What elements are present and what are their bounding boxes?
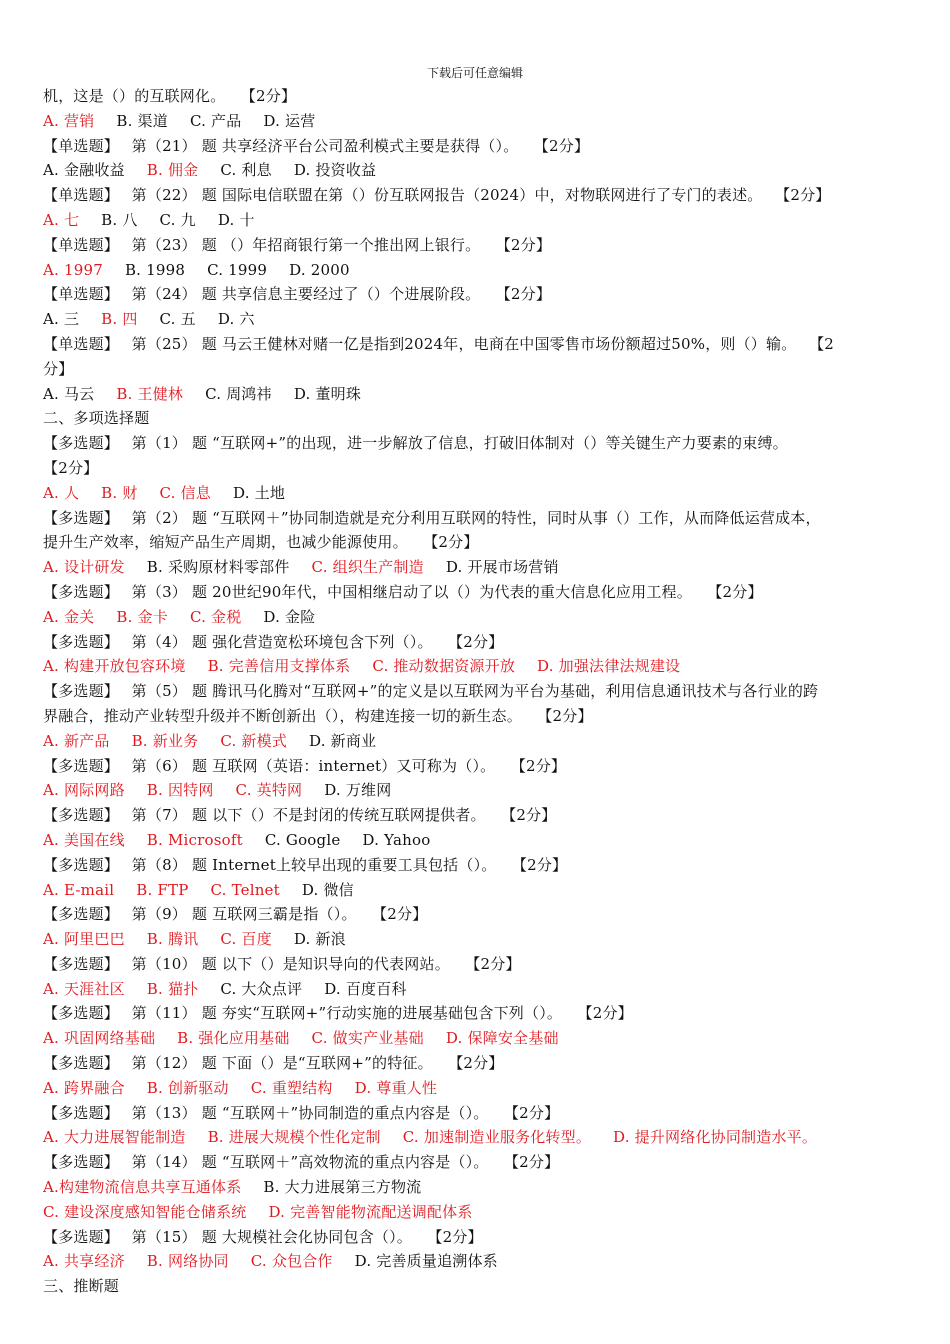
question-line bbox=[43, 357, 923, 382]
question-text: 【多选题】 第（7） 题 以下（）不是封闭的传统互联网提供者。 【2分】 bbox=[43, 806, 557, 825]
options-line bbox=[43, 258, 923, 283]
options-line bbox=[43, 382, 923, 407]
correct-option: C. 百度 bbox=[220, 930, 272, 949]
question-text: 【单选题】 第（23） 题 （）年招商银行第一个推出网上银行。 【2分】 bbox=[43, 235, 552, 254]
question-text: 【多选题】 第（2） 题 “互联网＋”协同制造就是充分利用互联网的特性，同时从事（）工作，从而降低运营成本， bbox=[43, 508, 821, 527]
correct-option: A. 构建开放包容环境 bbox=[43, 657, 186, 676]
correct-option: A. E-mail bbox=[43, 880, 115, 899]
correct-option: D. 提升网络化协同制造水平。 bbox=[613, 1128, 818, 1147]
question-text: 三、推断题 bbox=[43, 1277, 120, 1296]
option: D. 微信 bbox=[301, 880, 354, 899]
correct-option: B. 腾讯 bbox=[146, 930, 199, 949]
option: A. 金融收益 bbox=[43, 161, 125, 180]
correct-option: C. 建设深度感知智能仓储系统 bbox=[43, 1202, 247, 1221]
question-text: 提升生产效率，缩短产品生产周期，也减少能源使用。 【2分】 bbox=[43, 533, 479, 552]
option: C. 九 bbox=[159, 210, 196, 229]
correct-option: A. 美国在线 bbox=[43, 830, 125, 849]
options-line bbox=[43, 1249, 923, 1274]
correct-option: B. 完善信用支撑体系 bbox=[207, 657, 351, 676]
options-line bbox=[43, 1026, 923, 1051]
option: D. 2000 bbox=[289, 260, 350, 279]
correct-option: C. 金税 bbox=[189, 607, 242, 626]
correct-option: D. 加强法律法规建设 bbox=[537, 657, 681, 676]
question-text: 【多选题】 第（5） 题 腾讯马化腾对“互联网+”的定义是以互联网为平台为基础，利用信息通讯技术与各行业的跨 bbox=[43, 682, 819, 701]
options-line bbox=[43, 555, 923, 580]
options-line bbox=[43, 729, 923, 754]
question-line bbox=[43, 902, 923, 927]
question-line bbox=[43, 233, 923, 258]
correct-option: B. 四 bbox=[101, 310, 138, 329]
question-text: 【多选题】 第（13） 题 “互联网＋”协同制造的重点内容是（）。 【2分】 bbox=[43, 1103, 560, 1122]
question-line bbox=[43, 1274, 923, 1299]
question-text: 【多选题】 第（3） 题 20世纪90年代，中国相继启动了以（）为代表的重大信息化应用工程。 【2分】 bbox=[43, 582, 763, 601]
correct-option: C. 信息 bbox=[159, 483, 212, 502]
option: D. 董明珠 bbox=[293, 384, 362, 403]
correct-option: A. 跨界融合 bbox=[43, 1078, 125, 1097]
question-line bbox=[43, 1001, 923, 1026]
question-line bbox=[43, 853, 923, 878]
question-text: 【单选题】 第（24） 题 共享信息主要经过了（）个进展阶段。 【2分】 bbox=[43, 285, 552, 304]
question-line bbox=[43, 183, 923, 208]
correct-option: D. 尊重人性 bbox=[354, 1078, 438, 1097]
option: D. 运营 bbox=[263, 111, 316, 130]
option: B. 1998 bbox=[124, 260, 186, 279]
correct-option: B. 创新驱动 bbox=[146, 1078, 229, 1097]
question-line bbox=[43, 803, 923, 828]
option: C. 1999 bbox=[207, 260, 268, 279]
correct-option: A.构建物流信息共享互通体系 bbox=[43, 1178, 242, 1197]
option: D. 投资收益 bbox=[293, 161, 377, 180]
question-line bbox=[43, 754, 923, 779]
question-text: 【多选题】 第（8） 题 Internet上较早出现的重要工具包括（）。 【2分】 bbox=[43, 855, 568, 874]
question-line bbox=[43, 506, 923, 531]
options-line bbox=[43, 208, 923, 233]
correct-option: B. 财 bbox=[101, 483, 138, 502]
options-line bbox=[43, 654, 923, 679]
option: D. 土地 bbox=[233, 483, 286, 502]
options-line bbox=[43, 828, 923, 853]
correct-option: A. 巩固网络基础 bbox=[43, 1029, 156, 1048]
correct-option: B. 网络协同 bbox=[146, 1252, 229, 1271]
correct-option: B. Microsoft bbox=[146, 830, 243, 849]
options-line bbox=[43, 927, 923, 952]
question-line bbox=[43, 84, 923, 109]
option: D. 完善质量追溯体系 bbox=[354, 1252, 498, 1271]
option: C. 周鸿祎 bbox=[205, 384, 272, 403]
page-header: 下载后可任意编辑 bbox=[426, 66, 523, 80]
correct-option: A. 共享经济 bbox=[43, 1252, 125, 1271]
correct-option: D. 保障安全基础 bbox=[445, 1029, 559, 1048]
option: C. 利息 bbox=[220, 161, 272, 180]
question-line bbox=[43, 530, 923, 555]
correct-option: C. 英特网 bbox=[235, 781, 303, 800]
correct-option: B. 进展大规模个性化定制 bbox=[207, 1128, 381, 1147]
question-line bbox=[43, 134, 923, 159]
options-line bbox=[43, 778, 923, 803]
option: A. 三 bbox=[43, 310, 80, 329]
option: D. 六 bbox=[217, 310, 255, 329]
correct-option: A. 1997 bbox=[43, 260, 103, 279]
correct-option: A. 营销 bbox=[43, 111, 95, 130]
correct-option: B. 猫扑 bbox=[146, 979, 199, 998]
options-line bbox=[43, 1125, 923, 1150]
options-line bbox=[43, 481, 923, 506]
question-text: 【多选题】 第（4） 题 强化营造宽松环境包含下列（）。 【2分】 bbox=[43, 632, 504, 651]
correct-option: A. 天涯社区 bbox=[43, 979, 125, 998]
option: C. 大众点评 bbox=[220, 979, 303, 998]
option: D. 新浪 bbox=[293, 930, 346, 949]
question-line bbox=[43, 1225, 923, 1250]
question-text: 【多选题】 第（1） 题 “互联网+”的出现，进一步解放了信息，打破旧体制对（）等关键生产力要素的束缚。 bbox=[43, 434, 788, 453]
correct-option: A. 设计研发 bbox=[43, 558, 125, 577]
correct-option: C. 众包合作 bbox=[250, 1252, 333, 1271]
question-text: 【单选题】 第（21） 题 共享经济平台公司盈利模式主要是获得（）。 【2分】 bbox=[43, 136, 590, 155]
option: D. 开展市场营销 bbox=[445, 558, 559, 577]
question-text: 【多选题】 第（6） 题 互联网（英语：internet）又可称为（）。 【2分】 bbox=[43, 756, 567, 775]
question-line bbox=[43, 630, 923, 655]
correct-option: D. 完善智能物流配送调配体系 bbox=[268, 1202, 473, 1221]
question-text: 二、多项选择题 bbox=[43, 409, 150, 428]
correct-option: C. 新模式 bbox=[220, 731, 288, 750]
question-line bbox=[43, 456, 923, 481]
question-line bbox=[43, 406, 923, 431]
question-line bbox=[43, 952, 923, 977]
options-line bbox=[43, 1175, 923, 1200]
options-line bbox=[43, 307, 923, 332]
options-line bbox=[43, 878, 923, 903]
option: B. 采购原材料零部件 bbox=[146, 558, 290, 577]
options-line bbox=[43, 977, 923, 1002]
correct-option: A. 金关 bbox=[43, 607, 95, 626]
question-text: 【单选题】 第（25） 题 马云王健林对赌一亿是指到2024年，电商在中国零售市场份额超过50%，则（）输。 【2 bbox=[43, 334, 835, 353]
question-line bbox=[43, 580, 923, 605]
option: A. 马云 bbox=[43, 384, 95, 403]
correct-option: B. 强化应用基础 bbox=[177, 1029, 290, 1048]
correct-option: C. Telnet bbox=[210, 880, 280, 899]
correct-option: B. 金卡 bbox=[116, 607, 168, 626]
options-line bbox=[43, 109, 923, 134]
correct-option: B. 佣金 bbox=[146, 161, 199, 180]
question-line bbox=[43, 332, 923, 357]
option: C. 产品 bbox=[189, 111, 242, 130]
question-line bbox=[43, 679, 923, 704]
correct-option: A. 人 bbox=[43, 483, 80, 502]
correct-option: C. 推动数据资源开放 bbox=[372, 657, 516, 676]
question-line bbox=[43, 282, 923, 307]
correct-option: A. 大力进展智能制造 bbox=[43, 1128, 186, 1147]
correct-option: A. 网际网路 bbox=[43, 781, 125, 800]
question-line bbox=[43, 704, 923, 729]
option: B. 大力进展第三方物流 bbox=[263, 1178, 422, 1197]
correct-option: A. 七 bbox=[43, 210, 80, 229]
correct-option: B. 王健林 bbox=[116, 384, 184, 403]
question-text: 【单选题】 第（22） 题 国际电信联盟在第（）份互联网报告（2024）中，对物联网进行了专门的表述。 【2分】 bbox=[43, 186, 831, 205]
correct-option: A. 新产品 bbox=[43, 731, 110, 750]
question-text: 【多选题】 第（9） 题 互联网三霸是指（）。 【2分】 bbox=[43, 905, 428, 924]
question-text: 机，这是（）的互联网化。 【2分】 bbox=[43, 87, 297, 105]
option: D. 十 bbox=[217, 210, 255, 229]
question-text: 分】 bbox=[43, 359, 74, 378]
question-line bbox=[43, 1150, 923, 1175]
options-line bbox=[43, 158, 923, 183]
correct-option: A. 阿里巴巴 bbox=[43, 930, 125, 949]
options-line bbox=[43, 605, 923, 630]
option: D. 百度百科 bbox=[324, 979, 407, 998]
correct-option: B. 新业务 bbox=[131, 731, 199, 750]
document-body bbox=[43, 84, 923, 1299]
question-text: 【多选题】 第（11） 题 夯实“互联网+”行动实施的进展基础包含下列（）。 【2分】 bbox=[43, 1004, 633, 1023]
option: D. 新商业 bbox=[309, 731, 377, 750]
question-line bbox=[43, 1051, 923, 1076]
correct-option: C. 做实产业基础 bbox=[311, 1029, 424, 1048]
correct-option: C. 重塑结构 bbox=[250, 1078, 333, 1097]
option: B. 渠道 bbox=[116, 111, 168, 130]
question-text: 界融合，推动产业转型升级并不断创新出（），构建连接一切的新生态。 【2分】 bbox=[43, 706, 593, 725]
options-line bbox=[43, 1076, 923, 1101]
option: B. 八 bbox=[101, 210, 138, 229]
option: D. 万维网 bbox=[324, 781, 392, 800]
question-text: 【多选题】 第（15） 题 大规模社会化协同包含（）。 【2分】 bbox=[43, 1227, 483, 1246]
question-line bbox=[43, 431, 923, 456]
correct-option: C. 组织生产制造 bbox=[311, 558, 424, 577]
options-line bbox=[43, 1200, 923, 1225]
question-line bbox=[43, 1101, 923, 1126]
option: C. 五 bbox=[159, 310, 196, 329]
correct-option: B. 因特网 bbox=[146, 781, 214, 800]
correct-option: B. FTP bbox=[136, 880, 189, 899]
option: D. Yahoo bbox=[362, 830, 431, 849]
question-text: 【多选题】 第（12） 题 下面（）是“互联网+”的特征。 【2分】 bbox=[43, 1054, 504, 1073]
question-text: 【多选题】 第（10） 题 以下（）是知识导向的代表网站。 【2分】 bbox=[43, 954, 521, 973]
option: D. 金险 bbox=[263, 607, 316, 626]
correct-option: C. 加速制造业服务化转型。 bbox=[402, 1128, 592, 1147]
question-text: 【2分】 bbox=[43, 458, 99, 477]
option: C. Google bbox=[264, 830, 341, 849]
question-text: 【多选题】 第（14） 题 “互联网＋”高效物流的重点内容是（）。 【2分】 bbox=[43, 1153, 560, 1172]
